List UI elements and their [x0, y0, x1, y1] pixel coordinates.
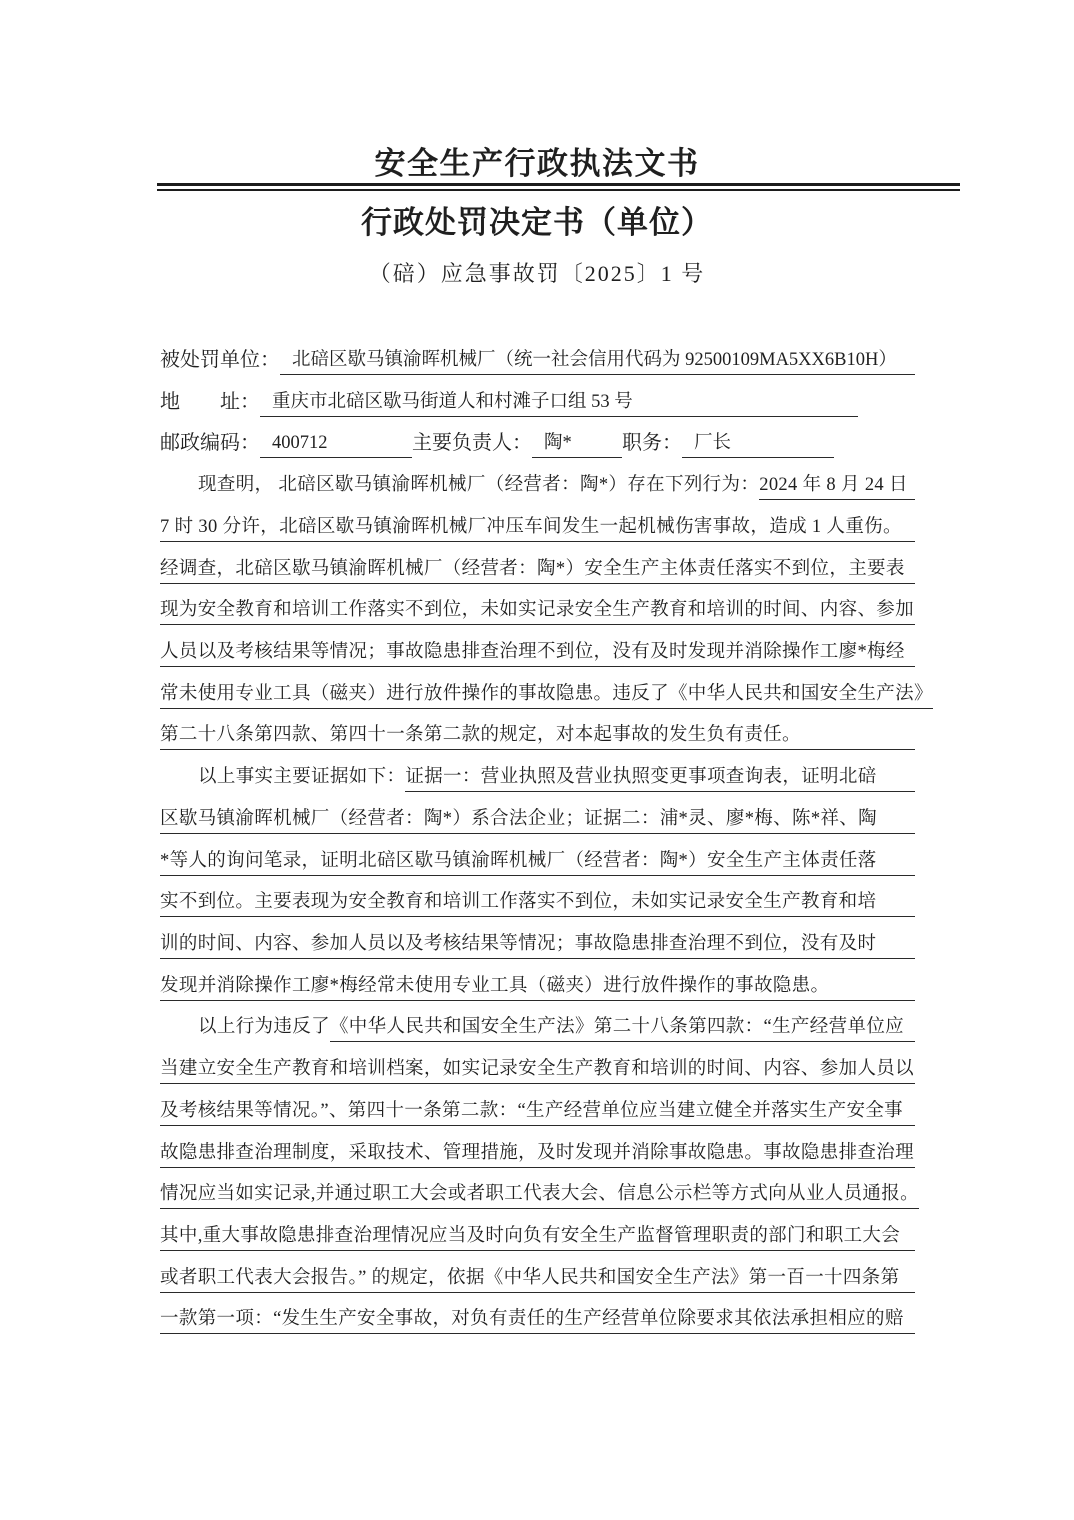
body-line	[160, 757, 915, 799]
body-line-filled-text: *等人的询问笔录，证明北碚区歇马镇渝晖机械厂（经营者：陶*）安全生产主体责任落	[160, 841, 915, 876]
body-line-plain-text: 以上事实主要证据如下：	[198, 767, 406, 788]
body-line-filled-text: 故隐患排查治理制度，采取技术、管理措施，及时发现并消除事故隐患。事故隐患排查治理	[160, 1133, 915, 1168]
principal-label: 主要负责人：	[412, 432, 532, 455]
body-line	[160, 924, 915, 966]
postal-code-value: 400712	[260, 423, 412, 458]
body-line-filled-text: 实不到位。主要表现为安全教育和培训工作落实不到位，未如实记录安全生产教育和培	[160, 882, 915, 917]
body-line-filled-text: 2024 年 8 月 24 日	[759, 465, 915, 500]
body-line-filled-text: 情况应当如实记录,并通过职工大会或者职工代表大会、信息公示栏等方式向从业人员通报。	[160, 1174, 919, 1209]
body-line	[160, 674, 933, 716]
body-line-filled-text: 区歇马镇渝晖机械厂（经营者：陶*）系合法企业；证据二：浦*灵、廖*梅、陈*祥、陶	[160, 799, 915, 834]
body-line	[160, 590, 915, 632]
position-label: 职务：	[622, 432, 682, 455]
body-line	[160, 1133, 915, 1175]
body-line	[160, 1091, 915, 1133]
body-line	[160, 632, 915, 674]
body-line-filled-text: 《中华人民共和国安全生产法》第二十八条第四款：“生产经营单位应	[330, 1007, 915, 1042]
body-line	[160, 1007, 915, 1049]
form-area	[160, 340, 933, 1341]
body-line-filled-text: 训的时间、内容、参加人员以及考核结果等情况；事故隐患排查治理不到位，没有及时	[160, 924, 915, 959]
body-line	[160, 507, 915, 549]
body-line	[160, 1174, 919, 1216]
body-line	[160, 715, 915, 757]
body-line-filled-text: 或者职工代表大会报告。” 的规定，依据《中华人民共和国安全生产法》第一百一十四条第	[160, 1258, 915, 1293]
body-line	[160, 1049, 915, 1091]
body-line-filled-text: 经调查，北碚区歇马镇渝晖机械厂（经营者：陶*）安全生产主体责任落实不到位，主要表	[160, 549, 915, 584]
body-line-filled-text: 现为安全教育和培训工作落实不到位，未如实记录安全生产教育和培训的时间、内容、参加	[160, 590, 915, 625]
postal-code-label: 邮政编码：	[160, 432, 260, 455]
body-line	[160, 966, 915, 1008]
body-line-filled-text: 及考核结果等情况。”、第四十一条第二款：“生产经营单位应当建立健全并落实生产安全事	[160, 1091, 915, 1126]
body-line-filled-text: 7 时 30 分许，北碚区歇马镇渝晖机械厂冲压车间发生一起机械伤害事故，造成 1 人重伤。	[160, 507, 915, 542]
body-line	[160, 549, 915, 591]
body-line-filled-text: 当建立安全生产教育和培训档案，如实记录安全生产教育和培训的时间、内容、参加人员以	[160, 1049, 915, 1084]
body-line-plain-text: 现查明， 北碚区歇马镇渝晖机械厂（经营者：陶*）存在下列行为：	[198, 475, 760, 496]
penalized-unit-label: 被处罚单位：	[160, 349, 280, 371]
body-line-filled-text: 一款第一项：“发生生产安全事故，对负有责任的生产经营单位除要求其依法承担相应的赔	[160, 1299, 915, 1334]
body-line-filled-text: 其中,重大事故隐患排查治理情况应当及时向负有安全生产监督管理职责的部门和职工大会	[160, 1216, 915, 1251]
principal-value: 陶*	[532, 423, 622, 458]
body-line	[160, 841, 915, 883]
body-line-filled-text: 第二十八条第四款、第四十一条第二款的规定，对本起事故的发生负有责任。	[160, 715, 915, 750]
doc-type-header: 安全生产行政执法文书	[374, 146, 700, 181]
position-value: 厂长	[682, 423, 834, 458]
body-line-filled-text: 证据一：营业执照及营业执照变更事项查询表，证明北碚	[405, 757, 915, 792]
body-line	[160, 882, 915, 924]
address-value: 重庆市北碚区歇马街道人和村滩子口组 53 号	[260, 382, 858, 417]
field-postal-principal-position	[160, 423, 915, 465]
document-title: 行政处罚决定书（单位）	[361, 205, 713, 240]
field-address	[160, 382, 915, 424]
document-number: （碚）应急事故罚〔2025〕1 号	[368, 261, 706, 286]
body-line	[160, 1299, 915, 1341]
body-line-filled-text: 人员以及考核结果等情况；事故隐患排查治理不到位，没有及时发现并消除操作工廖*梅经	[160, 632, 915, 667]
body-line	[160, 1216, 915, 1258]
body-line-filled-text: 常未使用专业工具（磁夹）进行放件操作的事故隐患。违反了《中华人民共和国安全生产法》	[160, 674, 933, 709]
body-text	[160, 465, 933, 1341]
field-penalized-unit	[160, 340, 915, 382]
penalized-unit-value: 北碚区歇马镇渝晖机械厂（统一社会信用代码为 92500109MA5XX6B10H）	[280, 340, 915, 375]
header-double-rule	[157, 183, 960, 191]
body-line	[160, 1258, 915, 1300]
address-label: 地 址：	[160, 390, 260, 413]
body-line	[160, 799, 915, 841]
body-line	[160, 465, 915, 507]
body-line-filled-text: 发现并消除操作工廖*梅经常未使用专业工具（磁夹）进行放件操作的事故隐患。	[160, 966, 915, 1001]
body-line-plain-text: 以上行为违反了	[198, 1017, 330, 1038]
